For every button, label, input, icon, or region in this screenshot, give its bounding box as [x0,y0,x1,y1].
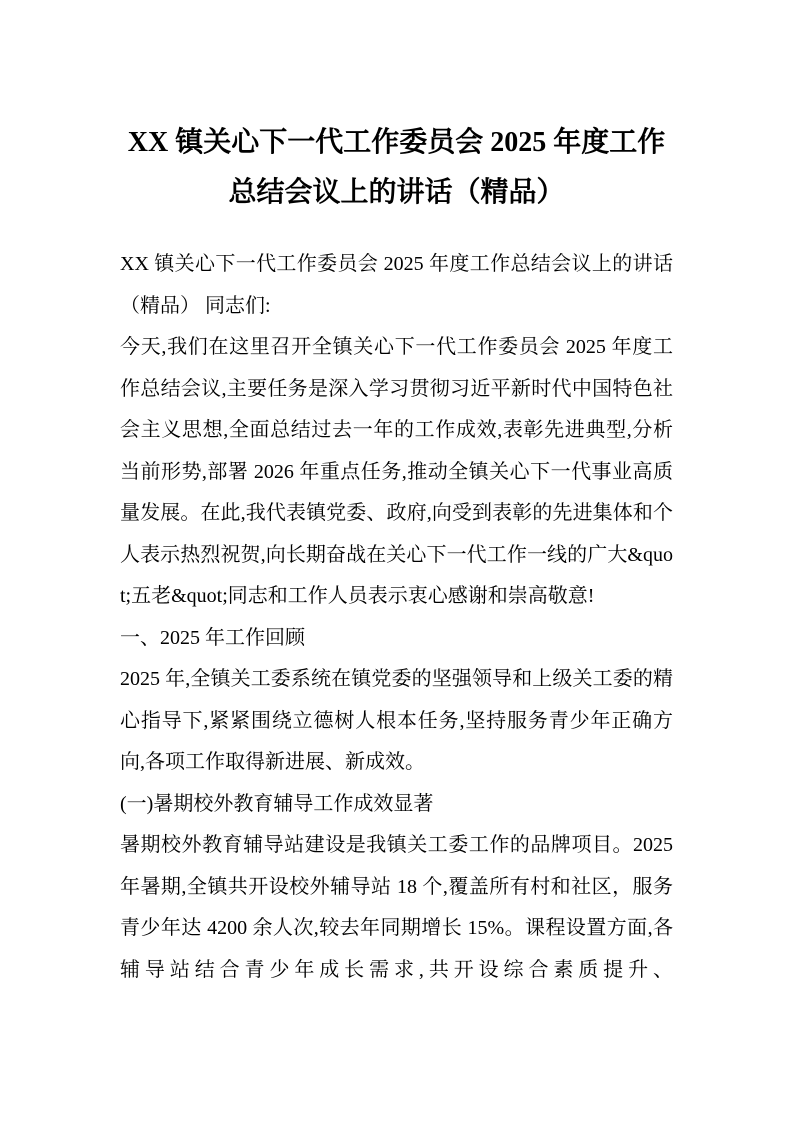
paragraph-summer-education-details: 暑期校外教育辅导站建设是我镇关工委工作的品牌项目。2025 年暑期,全镇共开设校外辅导站 18 个,覆盖所有村和社区，服务青少年达 4200 余人次,较去年同期增长 15%。课程设置方面,各辅导站结合青少年成长需求,共开设综合素质提升、 [120,834,673,981]
paragraph-opening: 今天,我们在这里召开全镇关心下一代工作委员会 2025 年度工作总结会议,主要任务是深入学习贯彻习近平新时代中国特色社会主义思想,全面总结过去一年的工作成效,表彰先进典型,分析当前形势,部署 2026 年重点任务,推动全镇关心下一代事业高质量发展。在此,我代表镇党委、政府,向受到表彰的先进集体和个人表示热烈祝贺,向长期奋战在关心下一代工作一线的广大&quot;五老&quot;同志和工作人员表示衷心感谢和崇高敬意! [120,336,673,607]
subsection-heading-summer-education: (一)暑期校外教育辅导工作成效显著 [120,792,434,815]
paragraph-review-overview: 2025 年,全镇关工委系统在镇党委的坚强领导和上级关工委的精心指导下,紧紧围绕立德树人根本任务,坚持服务青少年正确方向,各项工作取得新进展、新成效。 [120,668,673,773]
document-content [0,118,793,991]
document-title: XX 镇关心下一代工作委员会 2025 年度工作总结会议上的讲话（精品） [127,127,666,208]
document-body [120,244,673,991]
paragraph-salutation: XX 镇关心下一代工作委员会 2025 年度工作总结会议上的讲话（精品） 同志们: [120,253,673,317]
section-heading-work-review: 一、2025 年工作回顾 [120,626,305,649]
